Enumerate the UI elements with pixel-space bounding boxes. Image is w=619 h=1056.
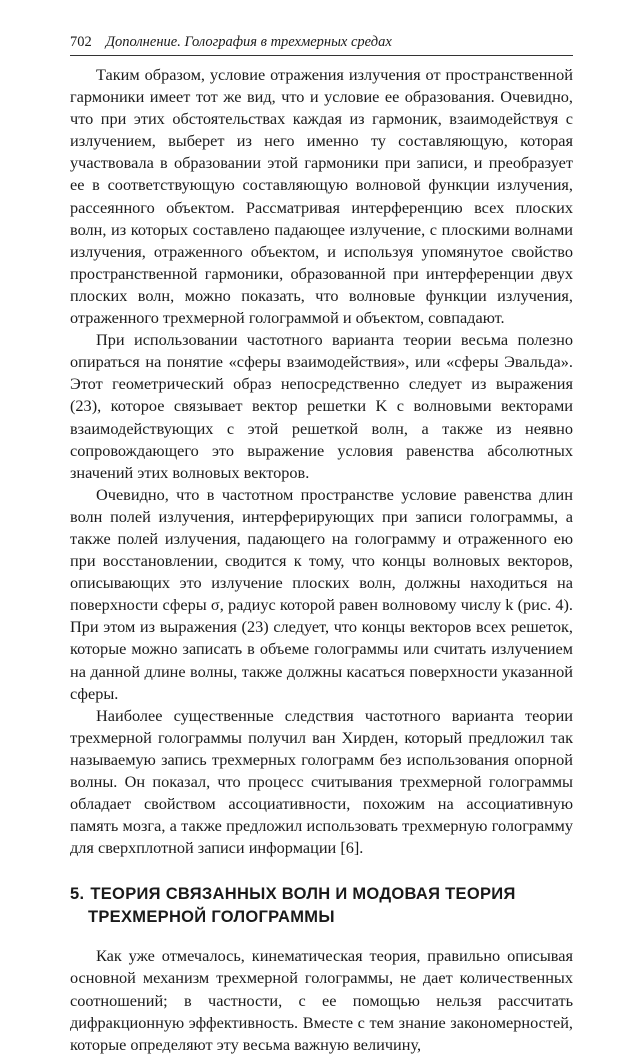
section-number: 5. [70,885,85,904]
section-title-line-1: ТЕОРИЯ СВЯЗАННЫХ ВОЛН И МОДОВАЯ ТЕОРИЯ [90,885,516,904]
page-number: 702 [70,34,92,50]
paragraph-5: Как уже отмечалось, кинематическая теория, правильно описывая основной механизм трехмерной голограммы, не дает количественных соотношений; в частности, с ее помощью нельзя рассчитать дифракционную эффективность. Вместе с тем знание закономерностей, которые определяют эту весьма важную величину, [70,946,573,1054]
section-heading [70,883,573,929]
paragraph-4: Наиболее существенные следствия частотного варианта теории трехмерной голограммы получил ван Хирден, который предложил так называемую запись трехмерных голограмм без использования опорной волны. Он показал, что процесс считывания трехмерной голограммы обладает свойством ассоциативности, похожим на ассоциативную память мозга, а также предложил использовать трехмерную голограмму для сверхплотной записи информации [6]. [70,705,573,858]
paragraph-3: Очевидно, что в частотном пространстве условие равенства длин волн полей излучения, интерферирующих при записи голограммы, а также полей излучения, падающего на голограмму и отраженного ею при восстановлении, сводится к тому, что концы волновых векторов, описывающих это излучение плоских волн, должны находиться на поверхности сферы σ, радиус которой равен волновому числу k (рис. 4). При этом из выражения (23) следует, что концы векторов всех решеток, которые можно записать в объеме голограммы или считать излучением на данной длине волны, также должны касаться поверхности указанной сферы. [70,484,573,703]
running-head [70,34,573,56]
paragraph-1: Таким образом, условие отражения излучения от пространственной гармоники имеет тот же вид, что и условие ее образования. Очевидно, что при этих обстоятельствах каждая из гармоник, взаимодействуя с излучением, выберет из него именно ту составляющую, которая участвовала в образовании этой гармоники при записи, и преобразует ее в соответствующую составляющую волновой функции излучения, рассеянного объектом. Рассматривая интерференцию всех плоских волн, из которых составлено падающее излучение, с плоскими волнами излучения, отраженного объектом, и используя упомянутое свойство пространственной гармоники, образованной при интерференции двух плоских волн, можно показать, что волновые функции излучения, отраженного трехмерной голограммой и объектом, совпадают. [70,65,573,328]
running-title: Дополнение. Голография в трехмерных средах [105,34,392,50]
body-text [70,64,573,1056]
paragraph-2: При использовании частотного варианта теории весьма полезно опираться на понятие «сферы взаимодействия», или «сферы Эвальда». Этот геометрический образ непосредственно следует из выражения (23), которое связывает вектор решетки K с волновыми векторами взаимодействующих с этой решеткой волн, а также из неявно сопровождающего это выражение условия равенства абсолютных значений этих волновых векторов. [70,330,573,482]
section-title-line-2: ТРЕХМЕРНОЙ ГОЛОГРАММЫ [88,908,335,927]
